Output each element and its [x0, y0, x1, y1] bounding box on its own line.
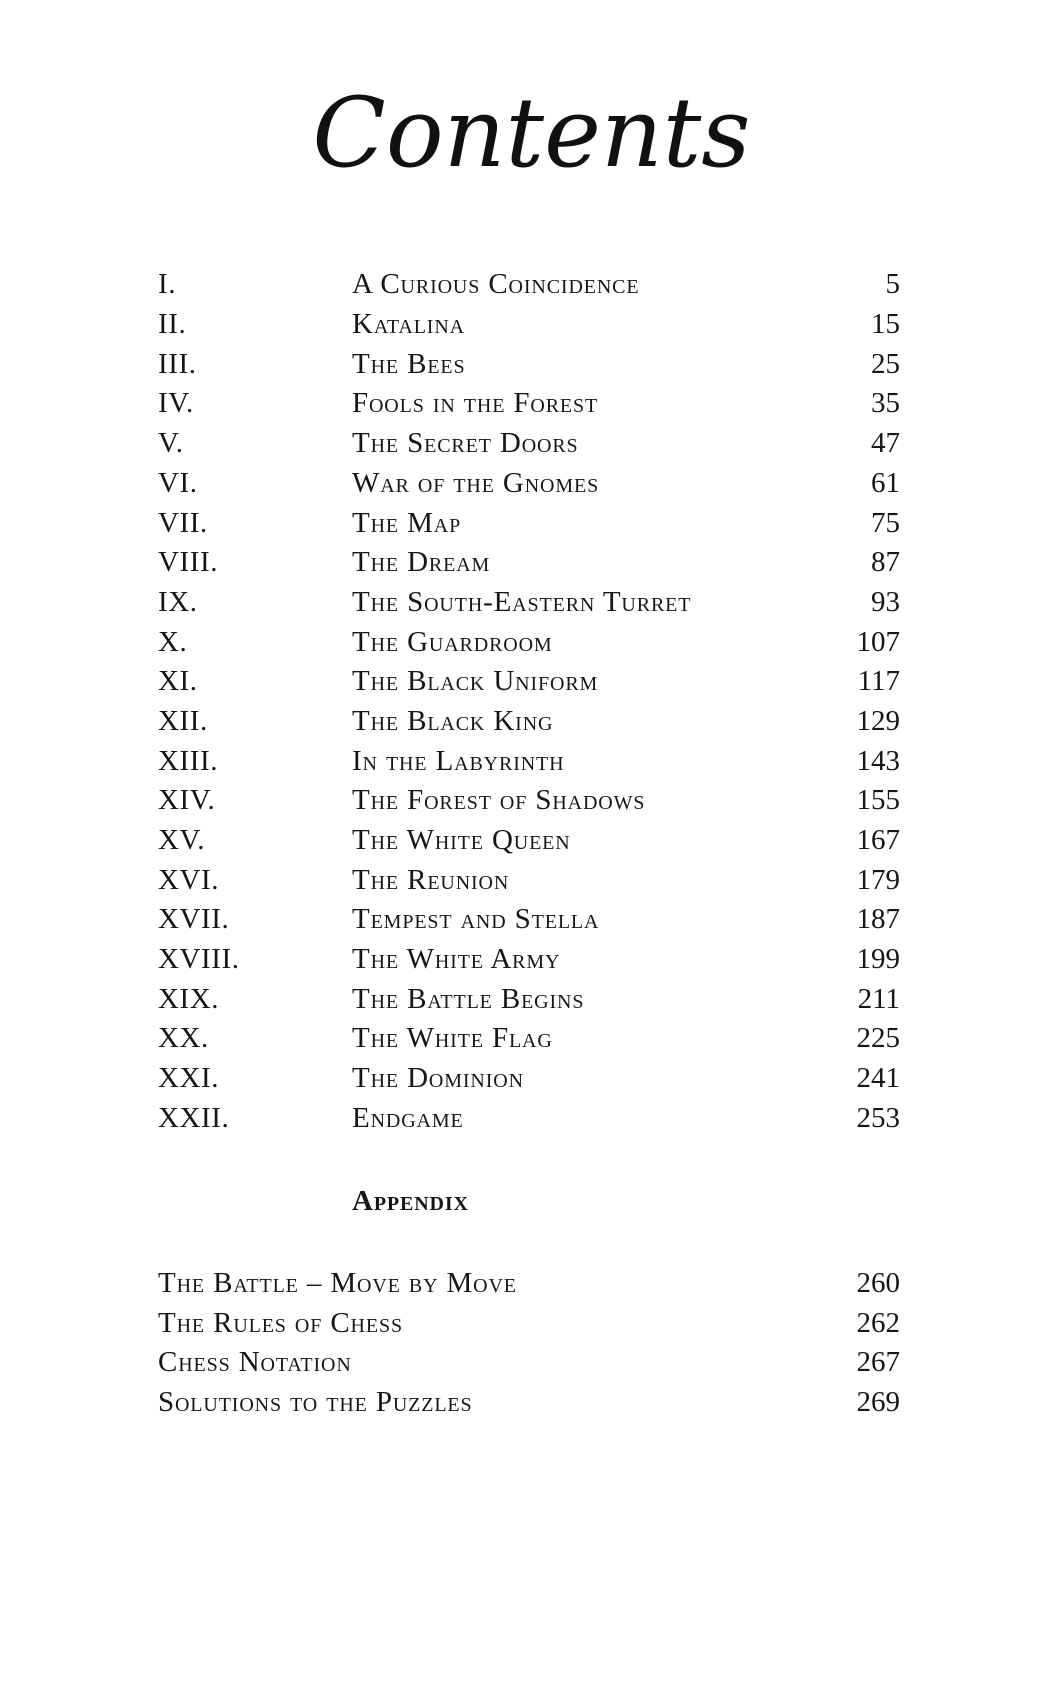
chapter-numeral: XXII. [158, 1101, 230, 1134]
chapter-row [158, 507, 900, 547]
chapter-row [158, 983, 900, 1023]
chapter-numeral: VI. [158, 466, 198, 499]
appendix-page-number: 262 [856, 1306, 900, 1339]
chapter-title: The Black Uniform [352, 665, 599, 698]
chapter-title: The Battle Begins [352, 982, 585, 1015]
chapter-page-number: 15 [871, 308, 900, 341]
chapter-title: The Reunion [352, 863, 510, 896]
chapter-numeral: I. [158, 268, 177, 301]
page-title: Contents [312, 77, 751, 189]
chapter-row [158, 1062, 900, 1102]
chapter-numeral: XVIII. [158, 943, 240, 976]
chapter-numeral: XII. [158, 704, 208, 737]
appendix-heading: Appendix [352, 1184, 469, 1217]
chapter-page-number: 225 [856, 1022, 900, 1055]
chapter-title: Endgame [352, 1101, 464, 1134]
chapter-numeral: XX. [158, 1022, 209, 1055]
chapter-page-number: 61 [871, 466, 900, 499]
appendix-row [158, 1346, 900, 1386]
appendix-entry-title: The Rules of Chess [158, 1306, 403, 1339]
chapter-page-number: 155 [856, 784, 900, 817]
appendix-row [158, 1267, 900, 1307]
chapter-row [158, 784, 900, 824]
chapter-title: The South-Eastern Turret [352, 585, 692, 618]
chapter-page-number: 187 [856, 903, 900, 936]
chapter-numeral: VIII. [158, 546, 219, 579]
chapter-row [158, 903, 900, 943]
chapter-page-number: 47 [871, 427, 900, 460]
chapter-title: The Map [352, 506, 462, 539]
chapter-numeral: VII. [158, 506, 208, 539]
chapter-row [158, 467, 900, 507]
chapter-numeral: XI. [158, 665, 198, 698]
appendix-entry-title: The Battle – Move by Move [158, 1266, 517, 1299]
chapter-title: Tempest and Stella [352, 903, 600, 936]
chapter-row [158, 308, 900, 348]
chapter-page-number: 211 [857, 982, 900, 1015]
chapter-page-number: 253 [856, 1101, 900, 1134]
chapter-numeral: XIV. [158, 784, 216, 817]
chapter-title: The White Army [352, 943, 561, 976]
chapter-title: The Dream [352, 546, 491, 579]
contents-page [0, 78, 1063, 1692]
chapter-numeral: XVII. [158, 903, 230, 936]
chapter-row [158, 745, 900, 785]
chapter-row [158, 348, 900, 388]
chapter-page-number: 129 [856, 704, 900, 737]
appendix-entry-title: Solutions to the Puzzles [158, 1385, 473, 1418]
appendix-row [158, 1386, 900, 1426]
appendix-page-number: 260 [856, 1266, 900, 1299]
chapter-page-number: 241 [856, 1062, 900, 1095]
chapter-page-number: 167 [856, 824, 900, 857]
chapter-page-number: 25 [871, 347, 900, 380]
chapter-row [158, 1102, 900, 1142]
chapter-page-number: 199 [856, 943, 900, 976]
chapter-numeral: XIX. [158, 982, 220, 1015]
chapter-title: In the Labyrinth [352, 744, 565, 777]
chapter-title: Fools in the Forest [352, 387, 599, 420]
appendix-page-number: 267 [856, 1346, 900, 1379]
chapter-row [158, 705, 900, 745]
chapter-page-number: 93 [871, 585, 900, 618]
chapter-page-number: 87 [871, 546, 900, 579]
chapter-list [158, 268, 900, 1141]
chapter-row [158, 824, 900, 864]
chapter-numeral: XIII. [158, 744, 219, 777]
chapter-row [158, 864, 900, 904]
chapter-title: The Guardroom [352, 625, 553, 658]
chapter-page-number: 143 [856, 744, 900, 777]
chapter-row [158, 586, 900, 626]
chapter-title: The Secret Doors [352, 427, 579, 460]
chapter-title: The White Flag [352, 1022, 553, 1055]
chapter-page-number: 75 [871, 506, 900, 539]
appendix-entry-title: Chess Notation [158, 1346, 352, 1379]
chapter-row [158, 626, 900, 666]
chapter-title: War of the Gnomes [352, 466, 600, 499]
chapter-title: The Dominion [352, 1062, 524, 1095]
chapter-title: The White Queen [352, 824, 571, 857]
chapter-numeral: II. [158, 308, 187, 341]
chapter-row [158, 387, 900, 427]
chapter-page-number: 5 [885, 268, 900, 301]
chapter-row [158, 268, 900, 308]
chapter-numeral: XXI. [158, 1062, 220, 1095]
chapter-numeral: XV. [158, 824, 206, 857]
chapter-page-number: 179 [856, 863, 900, 896]
chapter-row [158, 1022, 900, 1062]
chapter-title: The Black King [352, 704, 554, 737]
chapter-numeral: V. [158, 427, 184, 460]
chapter-title: The Bees [352, 347, 466, 380]
chapter-page-number: 35 [871, 387, 900, 420]
chapter-numeral: X. [158, 625, 188, 658]
chapter-row [158, 427, 900, 467]
chapter-title: Katalina [352, 308, 465, 341]
chapter-row [158, 665, 900, 705]
appendix-page-number: 269 [856, 1385, 900, 1418]
chapter-numeral: IX. [158, 585, 198, 618]
appendix-row [158, 1307, 900, 1347]
chapter-page-number: 117 [857, 665, 900, 698]
appendix-list [158, 1267, 900, 1426]
chapter-title: A Curious Coincidence [352, 268, 640, 301]
chapter-row [158, 546, 900, 586]
chapter-numeral: XVI. [158, 863, 220, 896]
chapter-numeral: III. [158, 347, 197, 380]
chapter-page-number: 107 [856, 625, 900, 658]
chapter-title: The Forest of Shadows [352, 784, 646, 817]
chapter-numeral: IV. [158, 387, 194, 420]
chapter-row [158, 943, 900, 983]
